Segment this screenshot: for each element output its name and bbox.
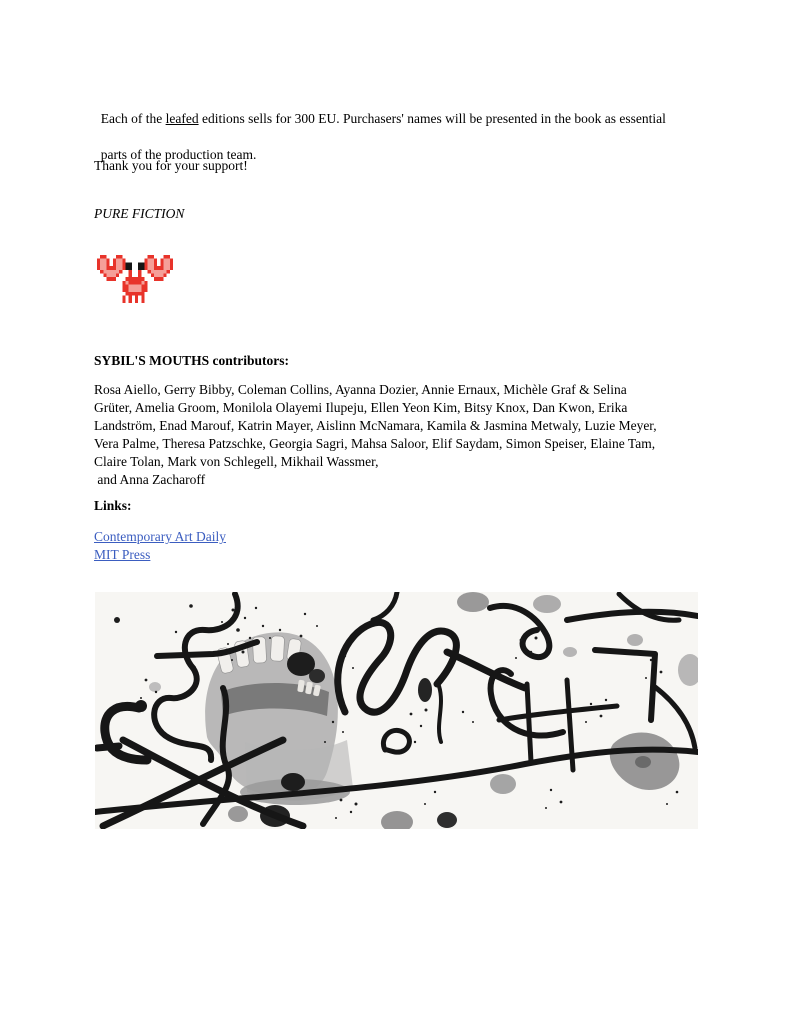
links-heading: Links: [94, 498, 132, 513]
crab-pixel-art-icon [97, 255, 173, 303]
intro-underlined-word: leafed [165, 111, 199, 126]
contributors-line: Claire Tolan, Mark von Schlegell, Mikhail Wassmer, [94, 454, 379, 469]
imprint-name: PURE FICTION [94, 206, 185, 221]
crab-red-pixels [97, 255, 173, 303]
intro-paragraph [94, 92, 666, 164]
contributors-line: Rosa Aiello, Gerry Bibby, Coleman Collins, Ayanna Dozier, Annie Ernaux, Michèle Graf & Selina [94, 382, 627, 397]
ink-drawing-svg [95, 592, 698, 829]
contributors-line: and Anna Zacharoff [94, 472, 206, 487]
crab-svg [97, 255, 173, 303]
contributors-line: Vera Palme, Theresa Patzschke, Georgia Sagri, Mahsa Saloor, Elif Saydam, Simon Speiser, Elaine Tam, [94, 436, 656, 451]
link-mit-press[interactable]: MIT Press [94, 547, 151, 562]
crab-pink-pixels [100, 259, 170, 292]
links-list [94, 528, 226, 564]
abstract-ink-artwork [95, 592, 698, 829]
crab-eye-pixels [126, 262, 145, 269]
intro-text-pre: Each of the [100, 111, 166, 126]
contributors-list [94, 381, 657, 489]
contributors-line: Grüter, Amelia Groom, Monilola Olayemi Ilupeju, Ellen Yeon Kim, Bitsy Knox, Dan Kwon, Erika [94, 400, 628, 415]
contributors-line: Landström, Enad Marouf, Katrin Mayer, Aislinn McNamara, Kamila & Jasmina Metwaly, Luzie Meyer, [94, 418, 657, 433]
contributors-heading: SYBIL'S MOUTHS contributors: [94, 353, 290, 368]
artwork-background [95, 592, 698, 829]
link-contemporary-art-daily[interactable]: Contemporary Art Daily [94, 529, 226, 544]
thanks-line: Thank you for your support! [94, 158, 248, 173]
intro-text-post: editions sells for 300 EU. Purchasers' names will be presented in the book as essential [198, 111, 666, 126]
intro-text-line2: parts of the production team. [100, 147, 257, 162]
